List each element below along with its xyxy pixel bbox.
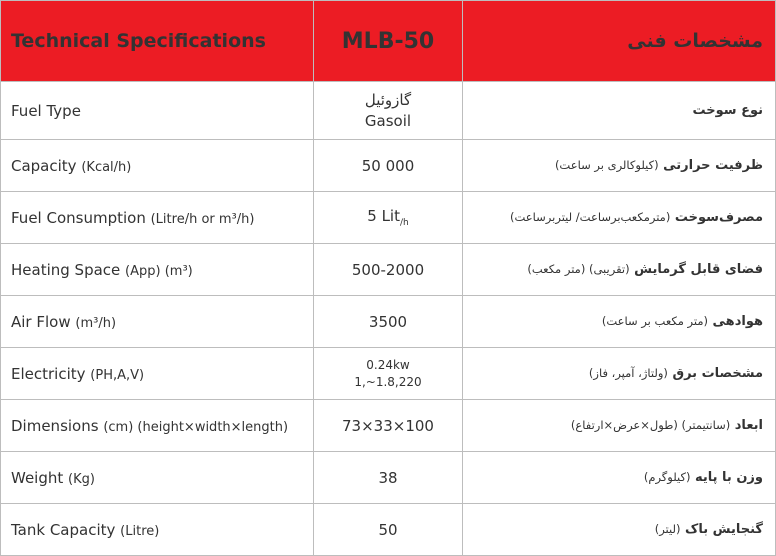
spec-label-cell xyxy=(1,400,314,452)
spec-label-cell xyxy=(1,348,314,400)
spec-label-fa-cell xyxy=(463,348,776,400)
spec-label-cell xyxy=(1,452,314,504)
header-title-fa: مشخصات فنی xyxy=(463,1,776,82)
table-header-row xyxy=(1,1,776,82)
spec-label: Air Flow xyxy=(11,312,71,331)
spec-unit: (Kcal/h) xyxy=(81,159,132,175)
spec-value-power: 0.24kw xyxy=(366,357,410,372)
header-title-en: Technical Specifications xyxy=(1,1,314,82)
spec-unit: (m³/h) xyxy=(75,315,117,331)
spec-label-fa: گنجایش باک xyxy=(685,522,763,537)
spec-label-cell xyxy=(1,504,314,556)
spec-label-fa-cell xyxy=(463,192,776,244)
spec-label-cell xyxy=(1,140,314,192)
spec-label-fa: مشخصات برق xyxy=(672,366,763,381)
spec-label-fa-cell xyxy=(463,140,776,192)
spec-unit: (Litre/h or m³/h) xyxy=(150,211,255,227)
table-row-heating-space xyxy=(1,244,776,296)
spec-label-fa-cell xyxy=(463,452,776,504)
spec-unit-fa: (کیلوکالری بر ساعت) xyxy=(554,158,659,172)
spec-unit: (cm) (height×width×length) xyxy=(103,419,289,435)
table-row-capacity xyxy=(1,140,776,192)
spec-label: Weight xyxy=(11,468,64,487)
table-row-fuel-type xyxy=(1,82,776,140)
spec-value: 50 xyxy=(314,504,463,556)
spec-value: 50 000 xyxy=(314,140,463,192)
spec-label: Fuel Consumption xyxy=(11,208,146,227)
spec-value-subscript: /h xyxy=(399,218,409,228)
table-row-tank-capacity xyxy=(1,504,776,556)
spec-value: 500-2000 xyxy=(314,244,463,296)
spec-label-fa-cell xyxy=(463,400,776,452)
spec-unit-fa: (تقریبی) (متر مکعب) xyxy=(527,262,630,276)
table-row-fuel-consumption xyxy=(1,192,776,244)
table-row-weight xyxy=(1,452,776,504)
spec-label-fa: نوع سوخت xyxy=(692,103,763,118)
spec-value-cell xyxy=(314,192,463,244)
spec-value-cell xyxy=(314,82,463,140)
spec-value-electrical: 1,~1.8,220 xyxy=(354,374,422,389)
spec-label-fa-cell xyxy=(463,296,776,348)
spec-label: Capacity xyxy=(11,156,77,175)
spec-unit-fa: (لیتر) xyxy=(654,522,681,536)
spec-unit: (Kg) xyxy=(68,471,95,487)
spec-unit: (Litre) xyxy=(120,523,160,539)
spec-unit: (PH,A,V) xyxy=(90,367,145,383)
spec-value-line-fa: گازوئیل xyxy=(364,90,412,109)
spec-label-fa-cell xyxy=(463,244,776,296)
spec-unit-fa: (متر مکعب بر ساعت) xyxy=(601,314,708,328)
spec-label-cell xyxy=(1,192,314,244)
spec-unit-fa: (ولتاژ، آمپر، فاز) xyxy=(588,366,668,380)
spec-value: 38 xyxy=(314,452,463,504)
spec-label: Electricity xyxy=(11,364,86,383)
spec-value-cell xyxy=(314,348,463,400)
spec-label-fa: فضای قابل گرمایش xyxy=(634,262,763,277)
spec-label-fa-cell xyxy=(463,504,776,556)
spec-label-fa: هوادهی xyxy=(712,314,763,329)
spec-label-fa: مصرف‌سوخت xyxy=(674,210,763,225)
spec-label: Fuel Type xyxy=(11,101,81,120)
spec-value-line-en: Gasoil xyxy=(364,111,412,130)
spec-label: Tank Capacity xyxy=(11,520,116,539)
header-model-name: MLB-50 xyxy=(314,1,463,82)
spec-label-fa: وزن با پایه xyxy=(694,470,763,485)
spec-label-fa: ابعاد xyxy=(734,418,763,433)
spec-label-cell xyxy=(1,244,314,296)
spec-label-fa-cell xyxy=(463,82,776,140)
spec-unit-fa: (سانتیمتر) (طول×عرض×ارتفاع) xyxy=(570,418,731,432)
spec-label: Dimensions xyxy=(11,416,99,435)
spec-label-cell xyxy=(1,296,314,348)
table-row-electricity xyxy=(1,348,776,400)
spec-unit-fa: (کیلوگرم) xyxy=(643,470,691,484)
spec-label: Heating Space xyxy=(11,260,121,279)
spec-label-fa: ظرفیت حرارتی xyxy=(663,158,763,173)
spec-value: 5 Lit xyxy=(367,207,400,225)
spec-label-cell xyxy=(1,82,314,140)
spec-value: 73×33×100 xyxy=(314,400,463,452)
spec-unit: (App) (m³) xyxy=(125,263,193,279)
spec-unit-fa: (مترمکعب‌برساعت/ لیتربرساعت) xyxy=(510,210,671,224)
table-row-dimensions xyxy=(1,400,776,452)
table-row-air-flow xyxy=(1,296,776,348)
spec-value: 3500 xyxy=(314,296,463,348)
